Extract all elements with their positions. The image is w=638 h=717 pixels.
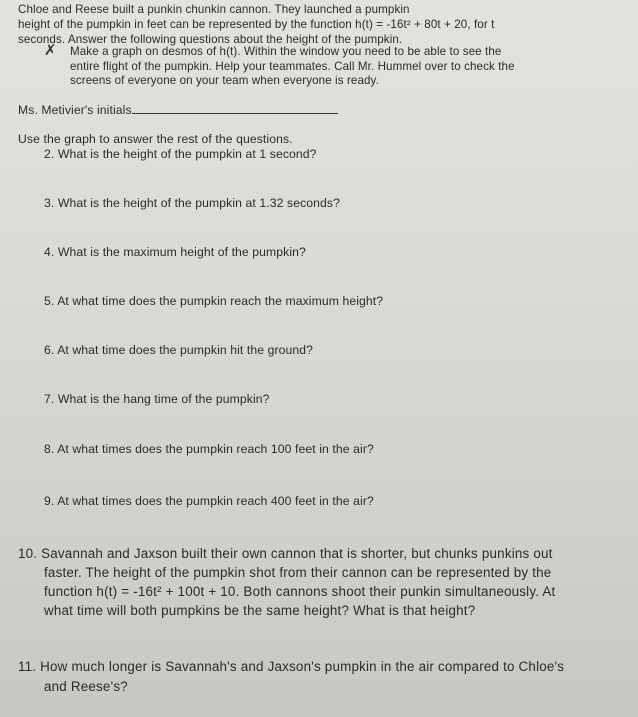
question-10-function-intro: function bbox=[44, 584, 97, 599]
question-9 bbox=[44, 494, 374, 508]
question-number: 8. bbox=[44, 442, 55, 456]
chloe-function: h(t) = -16t² + 80t + 20 bbox=[355, 18, 468, 31]
initials-signature-line[interactable] bbox=[132, 103, 338, 114]
question-text: What is the maximum height of the pumpkin? bbox=[57, 245, 306, 259]
question-10-line-3 bbox=[44, 584, 555, 599]
question-10-line-1: 10. Savannah and Jaxson built their own cannon that is shorter, but chunks punkins out bbox=[18, 546, 553, 561]
question-text: What is the height of the pumpkin at 1.32 seconds? bbox=[57, 196, 340, 210]
question-number: 3. bbox=[44, 196, 55, 210]
question-7 bbox=[44, 392, 270, 406]
question-11-line-1: 11. How much longer is Savannah's and Jaxson's pumpkin in the air compared to Chloe's bbox=[18, 659, 565, 674]
question-text: What is the height of the pumpkin at 1 second? bbox=[57, 147, 317, 161]
savannah-function: h(t) = -16t² + 100t + 10 bbox=[96, 584, 236, 599]
question-4 bbox=[44, 245, 306, 259]
question-text: What is the hang time of the pumpkin? bbox=[57, 392, 270, 406]
question-10-line-2: faster. The height of the pumpkin shot from their cannon can be represented by the bbox=[44, 565, 552, 580]
question-number: 5. bbox=[44, 294, 55, 308]
question-number: 6. bbox=[44, 343, 55, 357]
question-3 bbox=[44, 196, 340, 210]
question-text: At what time does the pumpkin reach the maximum height? bbox=[57, 294, 384, 308]
question-5 bbox=[44, 294, 383, 308]
graph-instruction: Use the graph to answer the rest of the questions. bbox=[18, 132, 293, 146]
check-mark-icon: ✗ bbox=[44, 42, 57, 59]
intro-line-2-tail: , for t bbox=[467, 18, 495, 31]
initials-row bbox=[18, 103, 338, 117]
task1-line-2: entire flight of the pumpkin. Help your teammates. Call Mr. Hummel over to check the bbox=[70, 60, 515, 73]
task1-line-3: screens of everyone on your team when everyone is ready. bbox=[70, 74, 379, 87]
intro-line-2 bbox=[18, 18, 494, 31]
question-number: 9. bbox=[44, 494, 55, 508]
question-6 bbox=[44, 343, 313, 357]
question-number: 2. bbox=[44, 147, 55, 161]
question-2 bbox=[44, 147, 317, 161]
question-11-line-2: and Reese's? bbox=[44, 679, 128, 694]
question-10-line-4: what time will both pumpkins be the same height? What is that height? bbox=[44, 603, 476, 618]
question-text: At what times does the pumpkin reach 400 feet in the air? bbox=[57, 494, 374, 508]
task1-line-1: Make a graph on desmos of h(t). Within the window you need to be able to see the bbox=[70, 45, 502, 58]
initials-label: Ms. Metivier's initials bbox=[18, 103, 132, 117]
intro-line-1: Chloe and Reese built a punkin chunkin cannon. They launched a pumpkin bbox=[18, 3, 410, 16]
question-number: 7. bbox=[44, 392, 55, 406]
intro-line-3: seconds. Answer the following questions about the height of the pumpkin. bbox=[18, 33, 403, 46]
question-text: At what times does the pumpkin reach 100 feet in the air? bbox=[57, 442, 374, 456]
question-text: At what time does the pumpkin hit the ground? bbox=[57, 343, 314, 357]
question-8 bbox=[44, 442, 374, 456]
intro-line-2-text: height of the pumpkin in feet can be represented by the function bbox=[18, 18, 356, 31]
question-number: 4. bbox=[44, 245, 55, 259]
question-10-line-3-tail: . Both cannons shoot their punkin simultaneously. At bbox=[235, 584, 556, 599]
